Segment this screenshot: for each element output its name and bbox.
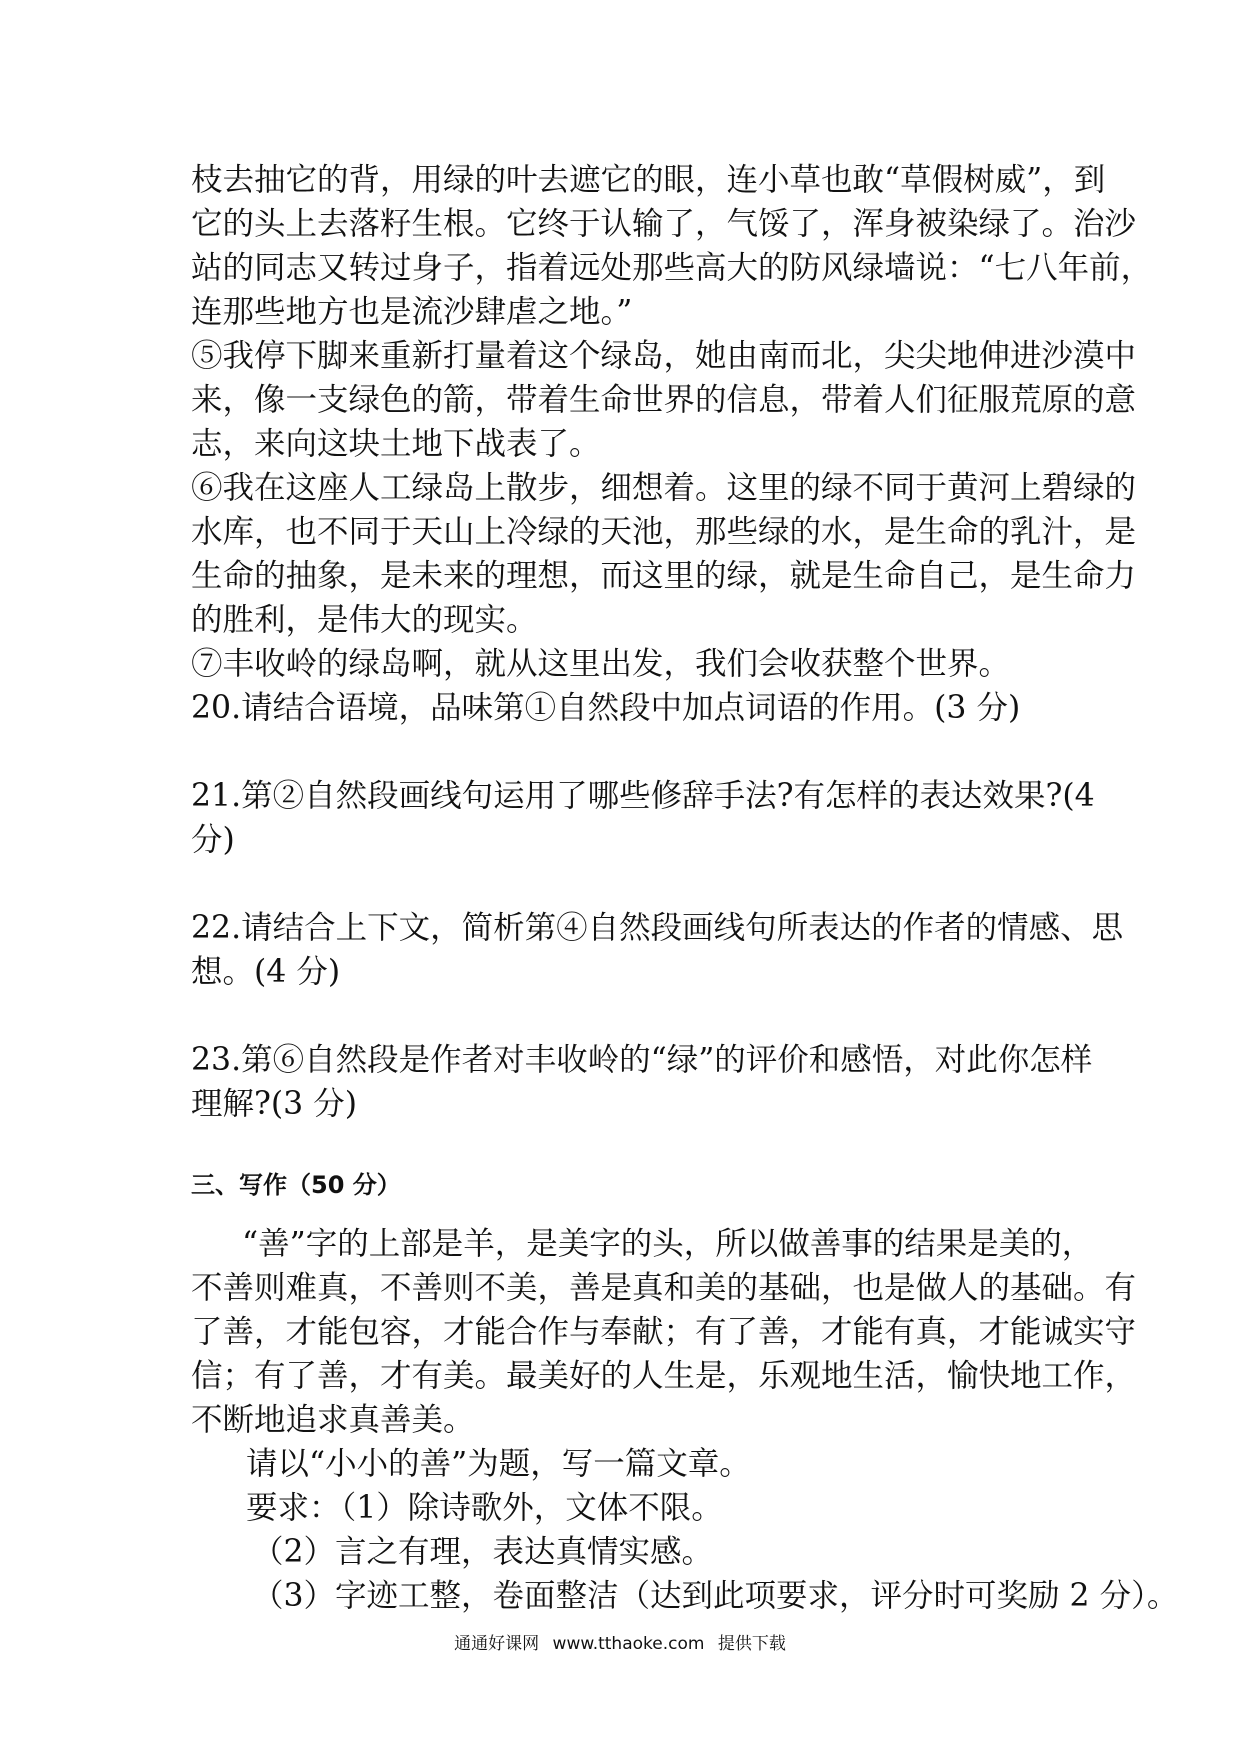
requirement-2: （2）言之有理，表达真情实感。 [252, 1534, 714, 1570]
passage-line: 水库，也不同于天山上冷绿的天池，那些绿的水，是生命的乳汁，是 [191, 514, 1137, 550]
page-footer [0, 1629, 1240, 1654]
writing-section-heading: 三、写作（50 分） [191, 1171, 401, 1199]
question-21-cont: 分) [191, 822, 235, 858]
passage-line: 的胜利，是伟大的现实。 [191, 602, 538, 638]
passage-line: 志，来向这块土地下战表了。 [191, 426, 601, 462]
prompt-line: 了善，才能包容，才能合作与奉献；有了善，才能有真，才能诚实守 [191, 1314, 1137, 1350]
passage-line: ⑤我停下脚来重新打量着这个绿岛，她由南而北，尖尖地伸进沙漠中 [191, 338, 1137, 374]
prompt-line: 不善则难真，不善则不美，善是真和美的基础，也是做人的基础。有 [191, 1270, 1137, 1306]
passage-line: 生命的抽象，是未来的理想，而这里的绿，就是生命自己，是生命力 [191, 558, 1137, 594]
footer-url[interactable]: www.tthaoke.com [552, 1634, 705, 1654]
prompt-line: “善”字的上部是羊，是美字的头，所以做善事的结果是美的， [242, 1226, 1094, 1262]
footer-note: 提供下载 [717, 1634, 786, 1654]
passage-line: ⑥我在这座人工绿岛上散步，细想着。这里的绿不同于黄河上碧绿的 [191, 470, 1137, 506]
question-22-cont: 想。(4 分) [191, 954, 341, 990]
passage-line: 来，像一支绿色的箭，带着生命世界的信息，带着人们征服荒原的意 [191, 382, 1137, 418]
passage-line: 站的同志又转过身子，指着远处那些高大的防风绿墙说：“七八年前， [191, 250, 1153, 286]
passage-line: 连那些地方也是流沙肆虐之地。” [191, 294, 633, 330]
passage-line: 枝去抽它的背，用绿的叶去遮它的眼，连小草也敢“草假树威”，到 [191, 162, 1106, 198]
question-20: 20.请结合语境，品味第①自然段中加点词语的作用。(3 分) [191, 690, 1021, 726]
question-21: 21.第②自然段画线句运用了哪些修辞手法?有怎样的表达效果?(4 [191, 778, 1095, 814]
footer-site: 通通好课网 [454, 1634, 540, 1654]
question-23-cont: 理解?(3 分) [191, 1086, 358, 1122]
requirement-1: 要求：（1）除诗歌外，文体不限。 [246, 1490, 723, 1526]
question-23: 23.第⑥自然段是作者对丰收岭的“绿”的评价和感悟，对此你怎样 [191, 1042, 1093, 1078]
question-22: 22.请结合上下文，简析第④自然段画线句所表达的作者的情感、思 [191, 910, 1124, 946]
passage-line: 它的头上去落籽生根。它终于认输了，气馁了，浑身被染绿了。治沙 [191, 206, 1137, 242]
prompt-line: 信；有了善，才有美。最美好的人生是，乐观地生活，愉快地工作， [191, 1358, 1137, 1394]
writing-task: 请以“小小的善”为题，写一篇文章。 [246, 1446, 751, 1482]
requirement-3: （3）字迹工整，卷面整洁（达到此项要求，评分时可奖励 2 分）。 [252, 1578, 1179, 1614]
passage-line: ⑦丰收岭的绿岛啊，就从这里出发，我们会收获整个世界。 [191, 646, 1011, 682]
prompt-line: 不断地追求真善美。 [191, 1402, 475, 1438]
